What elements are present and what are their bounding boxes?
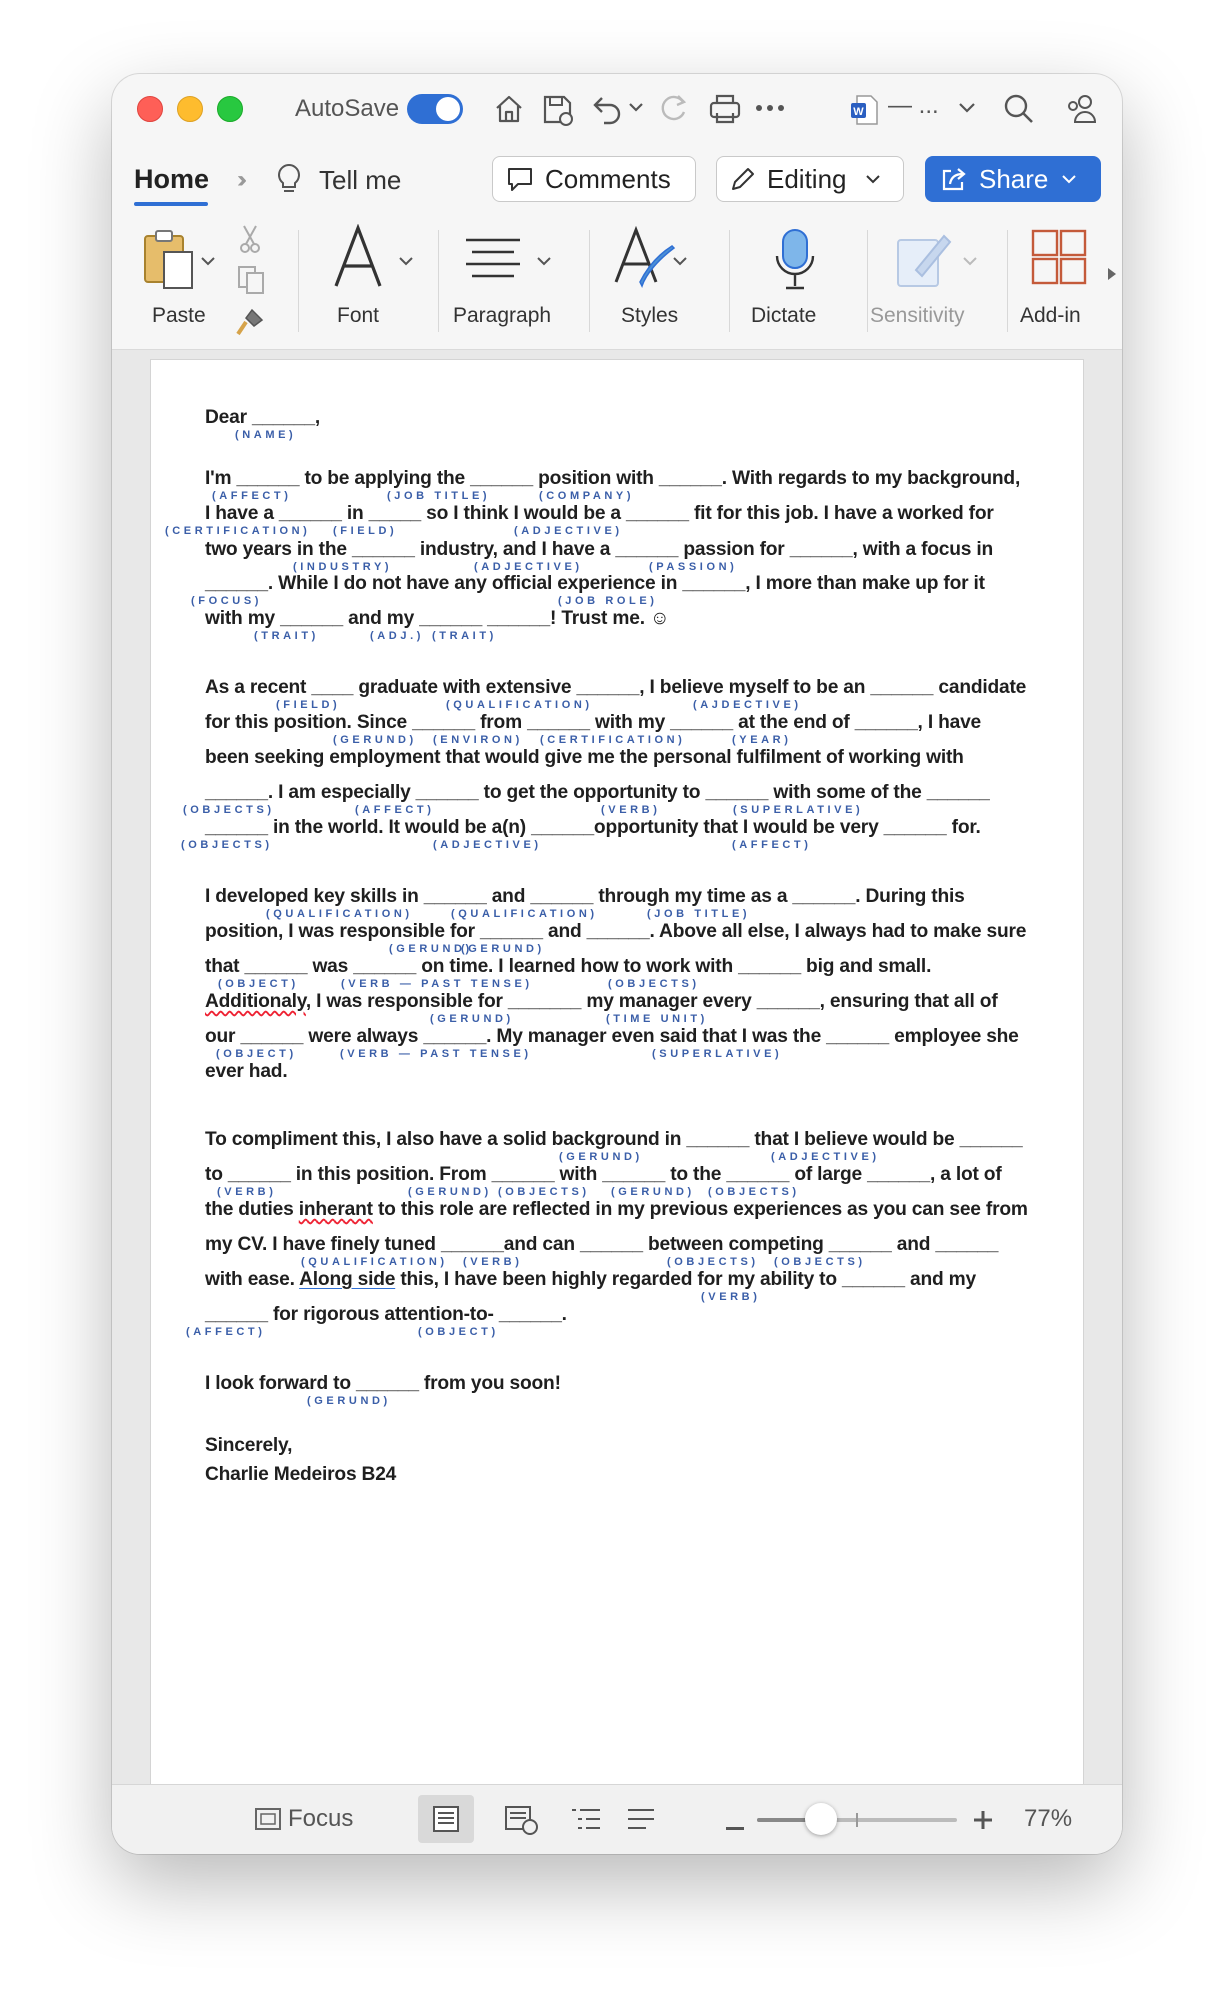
document-text-line[interactable]: that ______ was ______ on time. I learned how to work with ______ big and small. bbox=[205, 956, 932, 977]
blank-hint-label: (AJDECTIVE) bbox=[693, 699, 802, 711]
blank-hint-label: (QUALIFICATION) bbox=[301, 1256, 448, 1268]
pencil-icon bbox=[729, 165, 757, 193]
blank-hint-label: (GERUND) bbox=[307, 1395, 391, 1407]
blank-hint-label: (TIME UNIT) bbox=[606, 1013, 708, 1025]
blank-hint-label: (ADJ.) bbox=[370, 630, 424, 642]
blank-hint-label: (YEAR) bbox=[732, 734, 792, 746]
document-text-line[interactable]: with my ______ and my ______ ______! Trust me. ☺ bbox=[205, 608, 670, 629]
document-text-line[interactable]: Dear ______, bbox=[205, 407, 320, 428]
document-page[interactable] bbox=[151, 360, 1083, 1784]
blank-hint-label: (JOB TITLE) bbox=[387, 490, 491, 502]
blank-hint-label: (OBJECT) bbox=[418, 1326, 499, 1338]
editing-label: Editing bbox=[767, 163, 847, 194]
document-text-line[interactable]: our ______ were always ______. My manager even said that I was the ______ employee she bbox=[205, 1026, 1019, 1047]
font-icon bbox=[330, 224, 386, 295]
dictate-group[interactable] bbox=[732, 214, 858, 344]
document-text-line[interactable]: I have a ______ in _____ so I think I would be a ______ fit for this job. I have a worked for bbox=[205, 503, 994, 524]
document-text-line[interactable]: ______ for rigorous attention-to- ______. bbox=[205, 1304, 567, 1325]
blank-hint-label: (OBJECTS) bbox=[774, 1256, 866, 1268]
font-label: Font bbox=[337, 304, 380, 327]
blank-hint-label: (COMPANY) bbox=[539, 490, 635, 502]
title-dropdown-icon[interactable] bbox=[958, 100, 976, 114]
document-text-line[interactable]: ______ in the world. It would be a(n) ______opportunity that I would be very ______ for. bbox=[205, 817, 981, 838]
tab-row bbox=[112, 144, 1122, 214]
tell-me-search[interactable]: Tell me bbox=[319, 165, 402, 195]
document-text-line[interactable]: I developed key skills in ______ and ______ through my time as a ______. During this bbox=[205, 886, 965, 907]
blank-hint-label: (VERB — PAST TENSE) bbox=[340, 1048, 532, 1060]
document-text-line[interactable]: Sincerely, bbox=[205, 1435, 293, 1456]
addins-label: Add-in bbox=[1020, 304, 1081, 327]
blank-hint-label: (QUALIFICATION) bbox=[451, 908, 598, 920]
blank-hint-label: (NAME) bbox=[235, 429, 297, 441]
document-name[interactable]: — ... bbox=[888, 92, 939, 119]
share-people-icon[interactable] bbox=[1064, 92, 1100, 126]
autosave-label: AutoSave bbox=[295, 95, 400, 122]
blank-hint-label: (SUPERLATIVE) bbox=[733, 804, 864, 816]
home-icon[interactable] bbox=[492, 92, 526, 126]
document-text-line[interactable]: for this position. Since ______ from ______ with my ______ at the end of ______, I have bbox=[205, 712, 982, 733]
save-icon[interactable] bbox=[540, 92, 576, 128]
blank-hint-label: (SUPERLATIVE) bbox=[652, 1048, 783, 1060]
ribbon-divider bbox=[867, 230, 868, 332]
blank-hint-label: (OBJECTS) bbox=[608, 978, 700, 990]
minimize-window-button[interactable] bbox=[177, 96, 203, 122]
blank-hint-label: (FOCUS) bbox=[191, 595, 263, 607]
blank-hint-label: (VERB) bbox=[463, 1256, 523, 1268]
document-text-line[interactable]: Charlie Medeiros B24 bbox=[205, 1464, 397, 1485]
ribbon-divider bbox=[1007, 230, 1008, 332]
blank-hint-label: (CERTIFICATION) bbox=[165, 525, 311, 537]
paste-dropdown-icon[interactable] bbox=[200, 254, 216, 272]
share-icon bbox=[939, 165, 969, 193]
blank-hint-label: (QUALIFICATION) bbox=[446, 699, 593, 711]
blank-hint-label: (OBJECTS) bbox=[183, 804, 275, 816]
styles-icon bbox=[612, 226, 678, 297]
print-layout-view-button[interactable] bbox=[418, 1795, 474, 1843]
blank-hint-label: (OBJECTS) bbox=[667, 1256, 759, 1268]
addins-group[interactable] bbox=[1010, 214, 1102, 344]
draft-view-icon[interactable] bbox=[626, 1807, 656, 1836]
blank-hint-label: (GERUND) bbox=[333, 734, 417, 746]
search-icon[interactable] bbox=[1002, 92, 1036, 126]
blank-hint-label: (FIELD) bbox=[333, 525, 398, 537]
svg-text:W: W bbox=[853, 106, 864, 118]
document-text-line[interactable]: position, I was responsible for ______ and ______. Above all else, I always had to make sure bbox=[205, 921, 1027, 942]
document-text-line[interactable]: with ease. Along side this, I have been highly regarded for my ability to ______ and my bbox=[205, 1269, 976, 1290]
word-window bbox=[112, 74, 1122, 1854]
print-icon[interactable] bbox=[707, 92, 743, 126]
document-text-line[interactable]: my CV. I have finely tuned ______and can ______ between competing ______ and ______ bbox=[205, 1234, 999, 1255]
blank-hint-label: (VERB) bbox=[701, 1291, 761, 1303]
zoom-100-tick bbox=[856, 1813, 858, 1827]
styles-label: Styles bbox=[621, 304, 679, 327]
document-canvas[interactable] bbox=[112, 350, 1122, 1784]
blank-hint-label: (GERUND) bbox=[389, 943, 473, 955]
focus-mode-button[interactable]: Focus bbox=[288, 1805, 354, 1832]
blank-hint-label: (ENVIRON) bbox=[433, 734, 523, 746]
copy-icon[interactable] bbox=[236, 264, 266, 301]
blank-hint-label: (ADJECTIVE) bbox=[433, 839, 542, 851]
status-bar bbox=[112, 1784, 1122, 1854]
paste-icon[interactable] bbox=[142, 228, 198, 297]
ribbon-divider bbox=[298, 230, 299, 332]
paragraph-dropdown-icon bbox=[536, 254, 552, 272]
blank-hint-label: (GERUND) bbox=[461, 943, 545, 955]
blank-hint-label: (TRAIT) bbox=[432, 630, 497, 642]
document-text-line[interactable]: Additionaly, I was responsible for _______ my manager every ______, ensuring that all of bbox=[205, 991, 998, 1012]
more-icon[interactable] bbox=[755, 104, 785, 112]
document-text-line[interactable]: As a recent ____ graduate with extensive ______, I believe myself to be an ______ candidate bbox=[205, 677, 1027, 698]
ribbon-divider bbox=[589, 230, 590, 332]
word-doc-icon bbox=[849, 94, 879, 126]
blank-hint-label: (GERUND) bbox=[611, 1186, 695, 1198]
zoom-out-icon[interactable] bbox=[726, 1818, 744, 1836]
document-text-line[interactable]: I look forward to ______ from you soon! bbox=[205, 1373, 561, 1394]
document-text-line[interactable]: I'm ______ to be applying the ______ position with ______. With regards to my background, bbox=[205, 468, 1021, 489]
addins-icon bbox=[1030, 228, 1088, 293]
comments-label: Comments bbox=[545, 163, 671, 194]
web-layout-icon[interactable] bbox=[504, 1805, 538, 1840]
document-text-line[interactable]: been seeking employment that would give me the personal fulfilment of working with bbox=[205, 747, 964, 768]
document-text-line[interactable]: ______. While I do not have any official experience in ______, I more than make up for it bbox=[205, 573, 985, 594]
blank-hint-label: (ADJECTIVE) bbox=[514, 525, 623, 537]
share-button[interactable] bbox=[925, 156, 1101, 202]
blank-hint-label: (VERB) bbox=[217, 1186, 277, 1198]
blank-hint-label: (OBJECTS) bbox=[708, 1186, 800, 1198]
sensitivity-icon bbox=[894, 226, 956, 295]
cut-icon[interactable] bbox=[238, 224, 262, 259]
home-ribbon bbox=[112, 214, 1122, 354]
blank-hint-label: (ADJECTIVE) bbox=[474, 561, 583, 573]
undo-dropdown-icon[interactable] bbox=[628, 100, 644, 114]
blank-hint-label: (VERB) bbox=[601, 804, 661, 816]
redo-icon[interactable] bbox=[656, 92, 690, 126]
sensitivity-label: Sensitivity bbox=[870, 304, 965, 327]
editing-mode-button[interactable] bbox=[716, 156, 904, 202]
ribbon-divider bbox=[438, 230, 439, 332]
more-tabs-chevron-icon[interactable]: ›› bbox=[237, 166, 241, 193]
blank-hint-label: (OBJECT) bbox=[216, 1048, 297, 1060]
autosave-toggle[interactable] bbox=[407, 94, 463, 124]
document-text-line[interactable]: two years in the ______ industry, and I have a ______ passion for ______, with a focus in bbox=[205, 539, 994, 560]
tab-home-underline bbox=[134, 202, 208, 206]
sensitivity-group[interactable] bbox=[870, 214, 1000, 344]
clipboard-group bbox=[112, 214, 272, 344]
blank-hint-label: (INDUSTRY) bbox=[293, 561, 393, 573]
blank-hint-label: (AFFECT) bbox=[186, 1326, 266, 1338]
blank-hint-label: (OBJECT) bbox=[218, 978, 299, 990]
ribbon-scroll-right-icon[interactable] bbox=[1106, 266, 1118, 287]
microphone-icon bbox=[772, 226, 818, 297]
document-text-line[interactable]: ______. I am especially ______ to get the opportunity to ______ with some of the ______ bbox=[205, 782, 990, 803]
blank-hint-label: (VERB — PAST TENSE) bbox=[341, 978, 533, 990]
blank-hint-label: (OBJECTS) bbox=[498, 1186, 590, 1198]
font-group[interactable] bbox=[300, 214, 436, 344]
blank-hint-label: (OBJECTS) bbox=[181, 839, 273, 851]
chevron-down-icon bbox=[865, 173, 881, 185]
zoom-percentage[interactable]: 77% bbox=[1024, 1805, 1073, 1832]
zoom-window-button[interactable] bbox=[217, 96, 243, 122]
styles-dropdown-icon bbox=[672, 254, 688, 272]
blank-hint-label: (CERTIFICATION) bbox=[540, 734, 686, 746]
zoom-in-icon[interactable] bbox=[974, 1811, 992, 1834]
document-text-line[interactable]: to ______ in this position. From ______ with ______ to the ______ of large ______, a lot of bbox=[205, 1164, 1002, 1185]
focus-icon[interactable] bbox=[254, 1807, 282, 1836]
blank-hint-label: (ADJECTIVE) bbox=[771, 1151, 880, 1163]
outline-view-icon[interactable] bbox=[570, 1807, 602, 1836]
undo-icon[interactable] bbox=[590, 92, 624, 126]
paragraph-icon bbox=[462, 236, 524, 287]
blank-hint-label: (AFFECT) bbox=[212, 490, 292, 502]
blank-hint-label: (AFFECT) bbox=[732, 839, 812, 851]
paragraph-group[interactable] bbox=[440, 214, 586, 344]
blank-hint-label: (TRAIT) bbox=[254, 630, 319, 642]
paragraph-label: Paragraph bbox=[453, 304, 552, 327]
document-text-line[interactable]: To compliment this, I also have a solid background in ______ that I believe would be ______ bbox=[205, 1129, 1023, 1150]
document-text-line[interactable]: the duties inherant to this role are reflected in my previous experiences as you can see from bbox=[205, 1199, 1028, 1220]
print-layout-icon bbox=[432, 1805, 460, 1833]
blank-hint-label: (QUALIFICATION) bbox=[266, 908, 413, 920]
tab-home[interactable]: Home bbox=[134, 164, 210, 194]
share-label: Share bbox=[979, 163, 1049, 194]
comments-button[interactable] bbox=[492, 156, 696, 202]
blank-hint-label: (FIELD) bbox=[276, 699, 341, 711]
zoom-slider-thumb[interactable] bbox=[805, 1803, 837, 1835]
blank-hint-label: (GERUND) bbox=[559, 1151, 643, 1163]
paste-label[interactable]: Paste bbox=[152, 304, 206, 327]
lightbulb-icon bbox=[275, 162, 303, 201]
comment-icon bbox=[505, 165, 535, 193]
blank-hint-label: (GERUND) bbox=[430, 1013, 514, 1025]
ribbon-divider bbox=[729, 230, 730, 332]
blank-hint-label: (PASSION) bbox=[649, 561, 738, 573]
blank-hint-label: (AFFECT) bbox=[355, 804, 435, 816]
format-painter-icon[interactable] bbox=[234, 306, 266, 343]
sensitivity-dropdown-icon bbox=[962, 254, 978, 272]
document-text-line[interactable]: ever had. bbox=[205, 1061, 288, 1082]
close-window-button[interactable] bbox=[137, 96, 163, 122]
dictate-label: Dictate bbox=[751, 304, 817, 327]
blank-hint-label: (JOB TITLE) bbox=[647, 908, 751, 920]
blank-hint-label: (JOB ROLE) bbox=[558, 595, 658, 607]
chevron-down-icon bbox=[1061, 173, 1077, 185]
title-bar bbox=[112, 74, 1122, 144]
font-dropdown-icon bbox=[398, 254, 414, 272]
blank-hint-label: (GERUND) bbox=[408, 1186, 492, 1198]
styles-group[interactable] bbox=[592, 214, 718, 344]
